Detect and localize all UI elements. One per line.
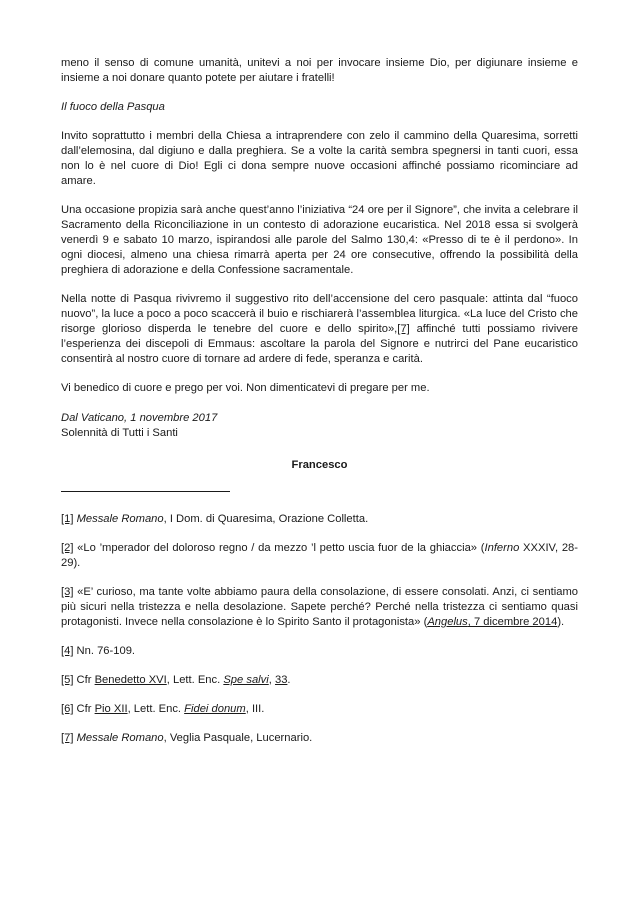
footnote-6-encyclical-link[interactable]: Fidei donum: [184, 703, 246, 715]
footnote-6: [61, 702, 578, 717]
footnote-6-author-link[interactable]: Pio XII: [94, 703, 128, 715]
section-heading: Il fuoco della Pasqua: [61, 101, 165, 113]
footnote-3-angelus-title: Angelus: [427, 616, 468, 628]
footnote-1: [61, 512, 578, 527]
footnote-6-text-2: , Lett. Enc.: [127, 703, 185, 715]
footnote-5-author-link[interactable]: Benedetto XVI: [94, 674, 167, 686]
footnote-3-text: «E’ curioso, ma tante volte abbiamo paura della consolazione, di essere consolati. Anzi, ci sentiamo più sicuri nella tristezza e nella desolazione. Sapete perché? Perché nella tristezza ci sentiamo quasi protagonisti. Invece nella consolazione è lo Spirito Santo il protagonista» (: [61, 586, 578, 628]
footnote-7-text: , Veglia Pasquale, Lucernario.: [163, 732, 313, 744]
paragraph-blessing: Vi benedico di cuore e prego per voi. Non dimenticatevi di pregare per me.: [61, 382, 430, 394]
occasion: Solennità di Tutti i Santi: [61, 427, 178, 439]
footnote-5-text-3: ,: [268, 674, 275, 686]
footnote-divider: [61, 491, 230, 492]
footnote-link-4[interactable]: [4]: [61, 645, 74, 657]
footnote-5: [61, 673, 578, 688]
footnote-4-text: Nn. 76-109.: [73, 645, 136, 657]
footnote-1-title: Messale Romano: [76, 513, 164, 525]
footnote-3-angelus-link[interactable]: [427, 616, 557, 628]
footnote-6-text-3: , III.: [245, 703, 265, 715]
date-place: Dal Vaticano, 1 novembre 2017: [61, 412, 218, 424]
footnote-link-5[interactable]: [5]: [61, 674, 74, 686]
footnote-ref-7[interactable]: [7]: [397, 323, 410, 335]
footnote-5-text-2: , Lett. Enc.: [166, 674, 224, 686]
footnote-3-end: ).: [557, 616, 565, 628]
paragraph-pasqua-text-2: affinché tutti possiamo rivivere l’esperienza dei discepoli di Emmaus: ascoltare la parola del Signore e nutrirci del Pane eucaristico consentirà al nostro cuore di tornare ad ardere di fede, speranza e carità.: [61, 323, 578, 365]
footnote-7-title: Messale Romano: [76, 732, 164, 744]
signature: Francesco: [291, 459, 348, 471]
footnote-1-text: , I Dom. di Quaresima, Orazione Colletta.: [163, 513, 369, 525]
footnote-3: [61, 585, 578, 630]
footnote-link-1[interactable]: [1]: [61, 513, 74, 525]
footnote-2-text-2: XXXIV, 28-29).: [61, 542, 578, 569]
footnote-link-7[interactable]: [7]: [61, 732, 74, 744]
footnote-7: [61, 731, 578, 746]
paragraph-24-ore: Una occasione propizia sarà anche quest’anno l’iniziativa “24 ore per il Signore”, che invita a celebrare il Sacramento della Riconciliazione in un contesto di adorazione eucaristica. Nel 2018 essa si svolgerà venerdì 9 e sabato 10 marzo, ispirandosi alle parole del Salmo 130,4: «Presso di te è il perdono». In ogni diocesi, almeno una chiesa rimarrà aperta per 24 ore consecutive, offrendo la possibilità della preghiera di adorazione e della Confessione sacramentale.: [61, 204, 578, 276]
footnote-link-3[interactable]: [3]: [61, 586, 74, 598]
footnote-5-encyclical-link[interactable]: Spe salvi: [223, 674, 269, 686]
footnote-2-title: Inferno: [484, 542, 520, 554]
footnote-5-text-4: .: [287, 674, 291, 686]
footnote-5-paragraph-link[interactable]: 33: [274, 674, 288, 686]
footnote-5-text-1: Cfr: [73, 674, 95, 686]
footnote-3-angelus-date: , 7 dicembre 2014: [467, 616, 558, 628]
footnote-2-text-1: «Lo ’mperador del doloroso regno / da mezzo ’l petto uscia fuor de la ghiaccia» (: [73, 542, 485, 554]
paragraph-intro: meno il senso di comune umanità, unitevi a noi per invocare insieme Dio, per digiunare insieme e insieme a noi donare quanto potete per aiutare i fratelli!: [61, 57, 578, 84]
footnote-2: [61, 541, 578, 571]
footnote-link-6[interactable]: [6]: [61, 703, 74, 715]
footnote-4: [61, 644, 578, 659]
paragraph-pasqua-text-1: Nella notte di Pasqua rivivremo il suggestivo rito dell’accensione del cero pasquale: attinta dal “fuoco nuovo”, la luce a poco a poco scaccerà il buio e rischiarerà l’assemblea liturgica. «La luce del Cristo che risorge glorioso disperda le tenebre del cuore e dello spirito»,: [61, 293, 578, 335]
paragraph-pasqua: [61, 292, 578, 367]
paragraph-quaresima: Invito soprattutto i membri della Chiesa a intraprendere con zelo il cammino della Quaresima, sorretti dall’elemosina, dal digiuno e dalla preghiera. Se a volte la carità sembra spegnersi in tanti cuori, essa non lo è nel cuore di Dio! Egli ci dona sempre nuove occasioni affinché possiamo ricominciare ad amare.: [61, 130, 578, 187]
footnote-link-2[interactable]: [2]: [61, 542, 74, 554]
footnote-6-text-1: Cfr: [73, 703, 95, 715]
